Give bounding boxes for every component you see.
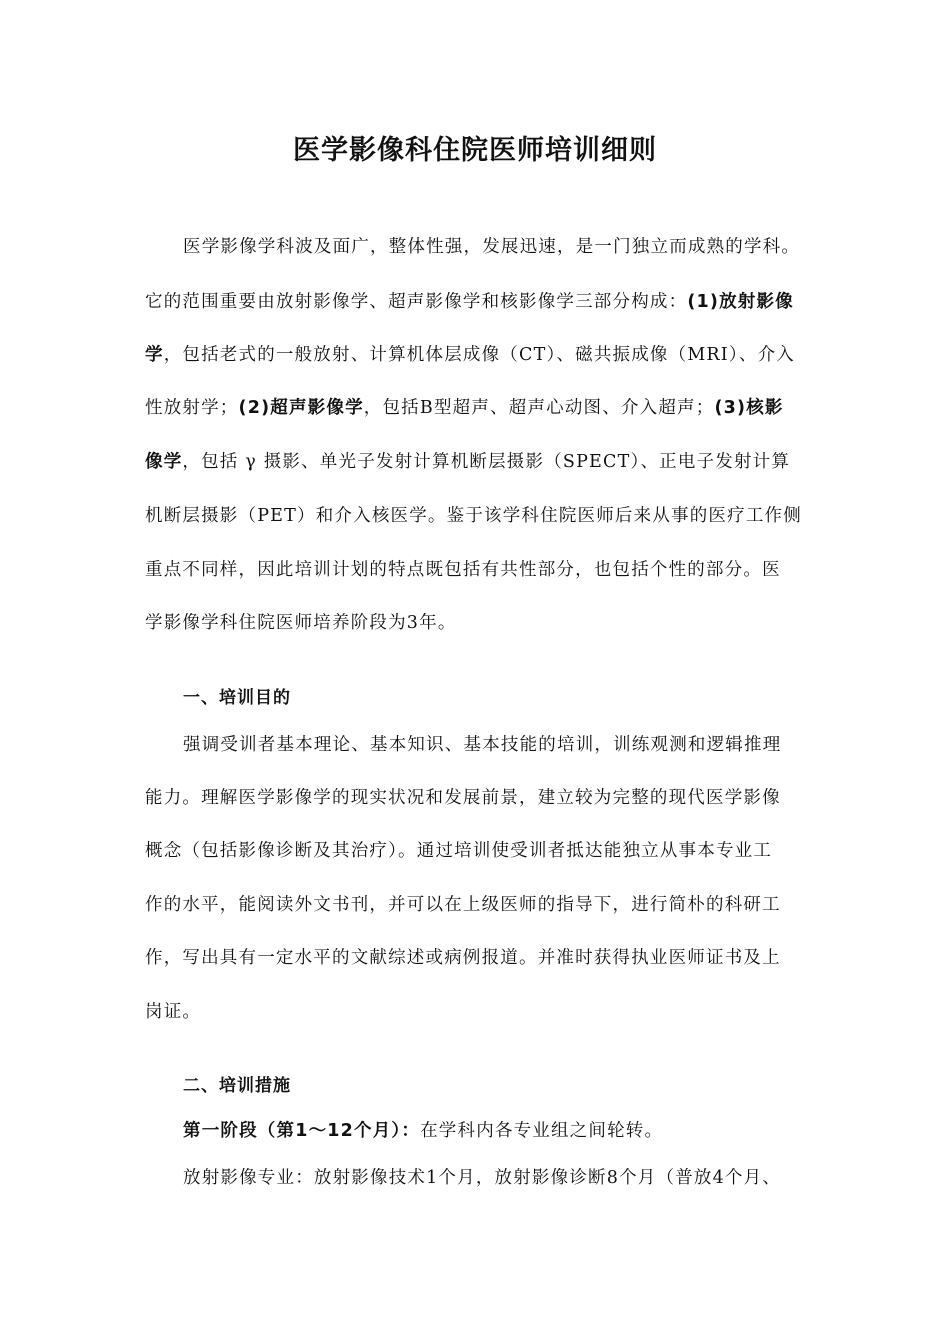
stage-one-label: 第一阶段（第1～12个月）： (183, 1121, 421, 1141)
intro-line-6: 机断层摄影（PET）和介入核医学。鉴于该学科住院医师后来从事的医疗工作侧 (145, 506, 802, 526)
intro-line-4: 性放射学；(2)超声影像学，包括B型超声、超声心动图、介入超声；(3)核影 (145, 398, 784, 418)
intro-line-7: 重点不同样，因此培训计划的特点既包括有共性部分，也包括个性的部分。医 (145, 560, 781, 580)
intro-line-8: 学影像学科住院医师培养阶段为3年。 (145, 613, 457, 633)
stage-one-line: 第一阶段（第1～12个月）：在学科内各专业组之间轮转。 (183, 1121, 664, 1141)
intro-line-1: 医学影像学科波及面广，整体性强，发展迅速，是一门独立而成熟的学科。 (183, 237, 801, 257)
bold-nuclear: (3)核影 (714, 398, 784, 418)
section-heading-training-measures: 二、培训措施 (183, 1076, 291, 1096)
section1-line-1: 强调受训者基本理论、基本知识、基本技能的培训，训练观测和逻辑推理 (183, 735, 782, 755)
intro-line-3: 学，包括老式的一般放射、计算机体层成像（CT）、磁共振成像（MRI）、介入 (145, 345, 795, 365)
section1-line-5: 作，写出具有一定水平的文献综述或病例报道。并准时获得执业医师证书及上 (145, 948, 781, 968)
section1-line-6: 岗证。 (145, 1002, 202, 1022)
intro-line-5: 像学，包括 γ 摄影、单光子发射计算机断层摄影（SPECT）、正电子发射计算 (145, 452, 791, 472)
intro-line-2: 它的范围重要由放射影像学、超声影像学和核影像学三部分构成：(1)放射影像 (145, 292, 794, 312)
section1-line-3: 概念（包括影像诊断及其治疗）。通过培训使受训者抵达能独立从事本专业工 (145, 841, 773, 861)
section1-line-4: 作的水平，能阅读外文书刊，并可以在上级医师的指导下，进行简朴的科研工 (145, 895, 781, 915)
section2-line-1: 放射影像专业：放射影像技术1个月，放射影像诊断8个月（普放4个月、 (183, 1168, 781, 1188)
section1-line-2: 能力。理解医学影像学的现实状况和发展前景，建立较为完整的现代医学影像 (145, 788, 781, 808)
section-heading-training-goal: 一、培训目的 (183, 688, 291, 708)
bold-ultrasound: (2)超声影像学 (238, 398, 364, 418)
bold-radiology: (1)放射影像 (687, 292, 794, 312)
document-title: 医学影像科住院医师培训细则 (293, 135, 657, 166)
